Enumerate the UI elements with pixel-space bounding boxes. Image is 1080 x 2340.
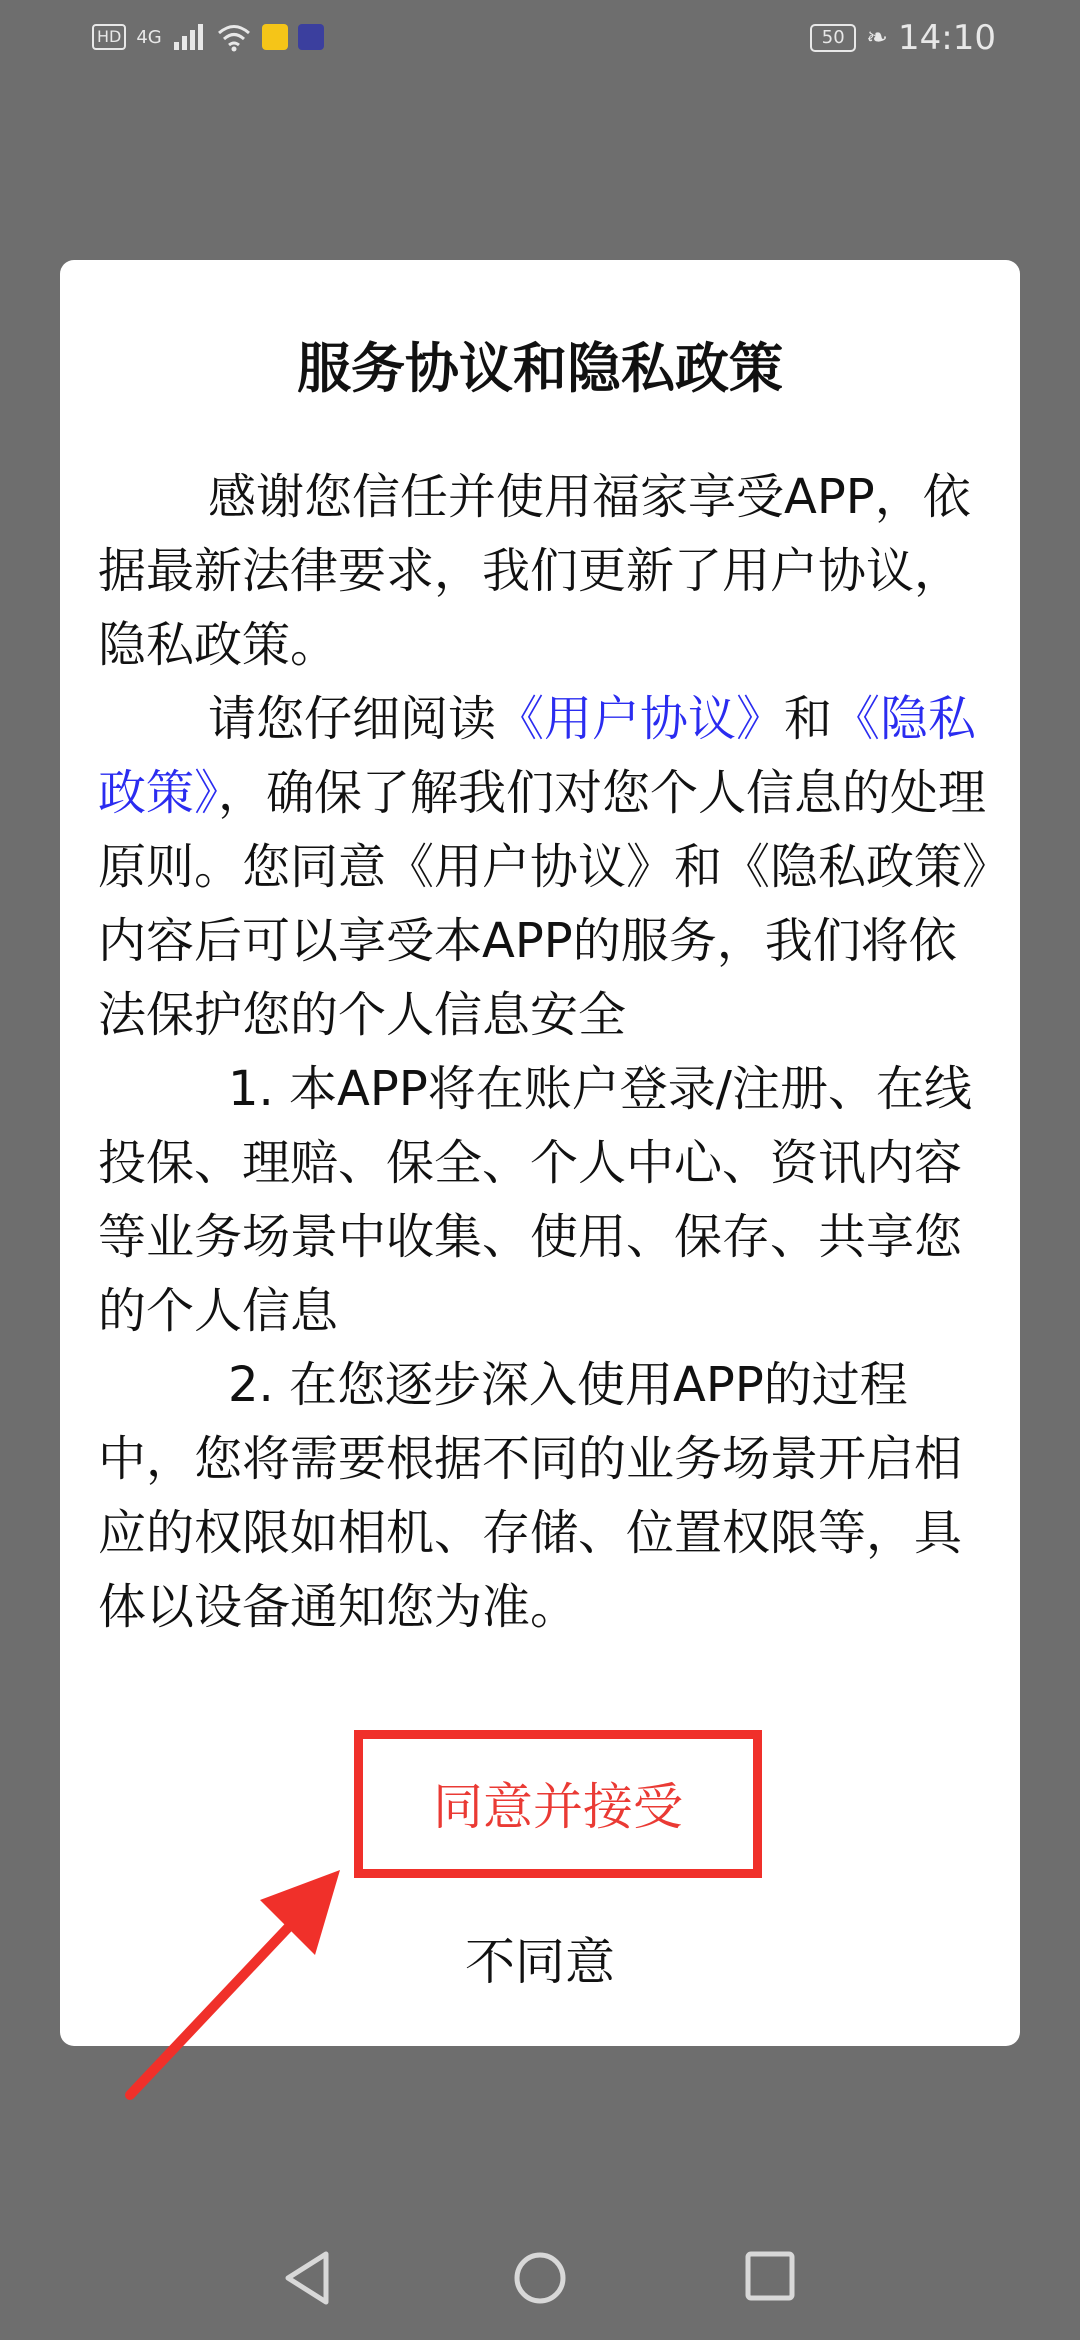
browser-app-icon bbox=[298, 24, 324, 50]
agreement-paragraph bbox=[98, 682, 988, 1052]
status-right bbox=[810, 18, 996, 58]
recent-apps-icon[interactable] bbox=[744, 2250, 796, 2302]
agreement-text-and: 和 bbox=[784, 691, 833, 747]
pointer-arrow-icon bbox=[110, 1860, 350, 2110]
privacy-policy-link[interactable]: 《隐私政策》 bbox=[98, 691, 977, 821]
back-icon[interactable] bbox=[282, 2250, 332, 2306]
notes-app-icon bbox=[262, 24, 288, 50]
dialog-body bbox=[98, 460, 988, 1644]
dialog-title: 服务协议和隐私政策 bbox=[297, 337, 783, 400]
wifi-icon bbox=[216, 22, 252, 52]
status-bar bbox=[0, 0, 1080, 84]
intro-paragraph: 感谢您信任并使用福家享受APP，依据最新法律要求，我们更新了用户协议，隐私政策。 bbox=[98, 469, 971, 673]
leaf-icon: ❧ bbox=[866, 23, 889, 53]
battery-icon: 50 bbox=[810, 24, 856, 52]
user-agreement-link[interactable]: 《用户协议》 bbox=[496, 691, 785, 747]
item-1-paragraph: 1. 本APP将在账户登录/注册、在线投保、理赔、保全、个人中心、资讯内容等业务场景中收集、使用、保存、共享您的个人信息 bbox=[98, 1061, 972, 1339]
navigation-bar bbox=[0, 2220, 1080, 2340]
accept-button[interactable]: 同意并接受 bbox=[433, 1778, 683, 1836]
agreement-text-after: ，确保了解我们对您个人信息的处理原则。您同意《用户协议》和《隐私政策》内容后可以享受本APP的服务，我们将依法保护您的个人信息安全 bbox=[98, 765, 987, 1043]
agreement-text-before: 请您仔细阅读 bbox=[208, 691, 497, 747]
accept-highlight-box[interactable] bbox=[354, 1730, 762, 1878]
status-left bbox=[92, 22, 324, 52]
signal-icon bbox=[172, 22, 206, 52]
decline-button[interactable]: 不同意 bbox=[465, 1933, 615, 1991]
item-2-paragraph: 2. 在您逐步深入使用APP的过程中，您将需要根据不同的业务场景开启相应的权限如相机、存储、位置权限等，具体以设备通知您为准。 bbox=[98, 1357, 963, 1635]
network-type: 4G bbox=[136, 26, 162, 48]
hd-indicator: HD bbox=[92, 24, 126, 50]
clock: 14:10 bbox=[898, 18, 996, 58]
home-icon[interactable] bbox=[512, 2250, 568, 2306]
privacy-dialog bbox=[60, 260, 1020, 2046]
